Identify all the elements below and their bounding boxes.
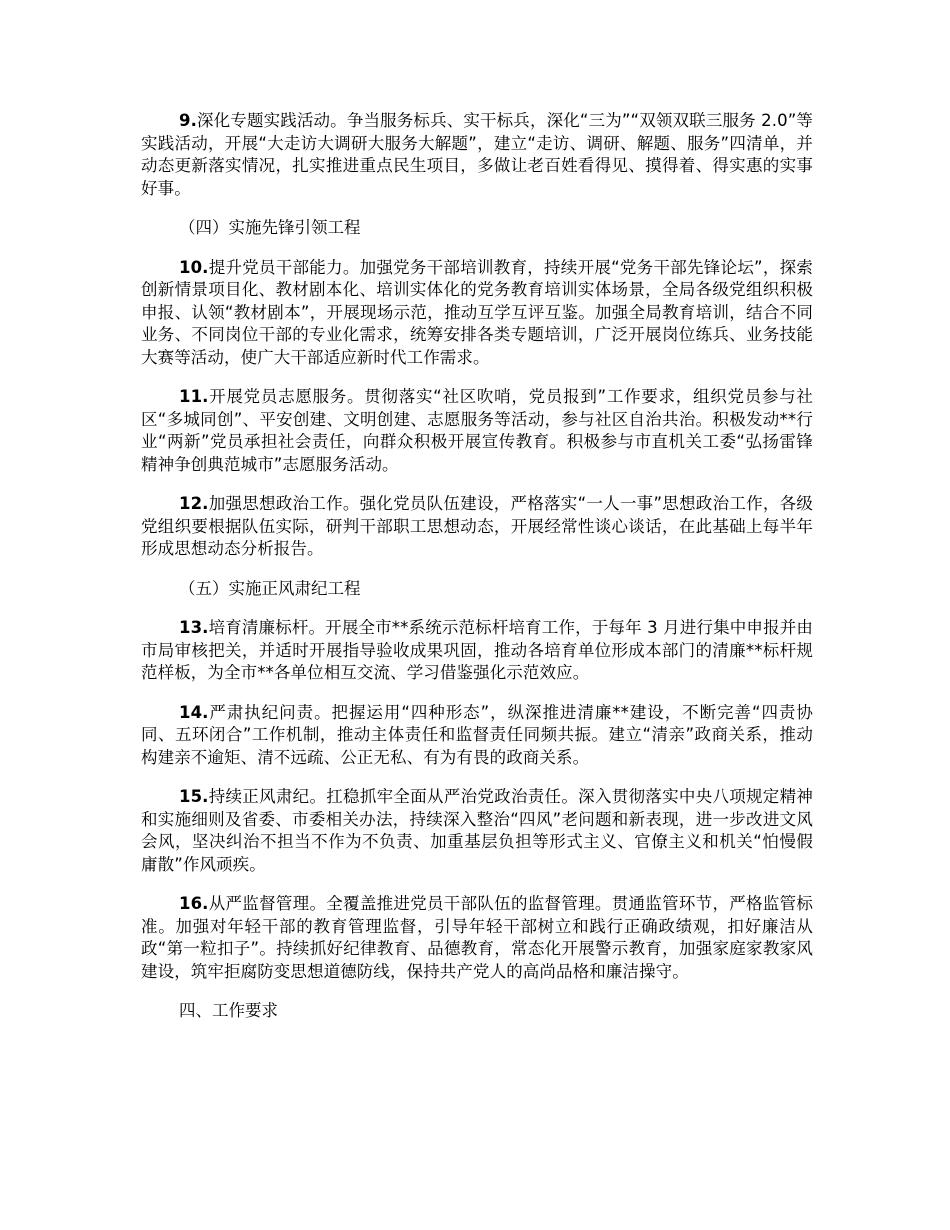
section-heading-requirements: 四、工作要求: [179, 1001, 278, 1020]
item-text: 加强思想政治工作。强化党员队伍建设，严格落实“一人一事”思想政治工作，各级党组织要根据队伍实际，研判干部职工思想动态，开展经常性谈心谈话，在此基础上每半年形成思想动态分析报告。: [141, 494, 813, 558]
item-text: 从严监督管理。全覆盖推进党员干部队伍的监督管理。贯通监管环节，严格监管标准。加强对年轻干部的教育管理监督，引导年轻干部树立和践行正确政绩观，扣好廉洁从政“第一粒扣子”。持续抓好纪律教育、品德教育，常态化开展警示教育，加强家庭家教家风建设，筑牢拒腐防变思想道德防线，保持共产党人的高尚品格和廉洁操守。: [141, 894, 813, 981]
item-text: 提升党员干部能力。加强党务干部培训教育，持续开展“党务干部先锋论坛”，探索创新情景项目化、教材剧本化、培训实体化的党务教育培训实体场景，全局各级党组织积极申报、认领“教材剧本”，开展现场示范，推动互学互评互鉴。加强全局教育培训，结合不同业务、不同岗位干部的专业化需求，统筹安排各类专题培训，广泛开展岗位练兵、业务技能大赛等活动，使广大干部适应新时代工作需求。: [141, 257, 813, 367]
item-text: 持续正风肃纪。扛稳抓牢全面从严治党政治责任。深入贯彻落实中央八项规定精神和实施细则及省委、市委相关办法，持续深入整治“四风”老问题和新表现，进一步改进文风会风，坚决纠治不担当不作为不负责、加重基层负担等形式主义、官僚主义和机关“怕慢假庸散”作风顽疾。: [141, 787, 813, 874]
item-number: 12.: [179, 494, 209, 513]
item-text: 严肃执纪问责。把握运用“四种形态”，纵深推进清廉**建设，不断完善“四责协同、五环闭合”工作机制，推动主体责任和监督责任同频共振。建立“清亲”政商关系，推动构建亲不逾矩、清不远疏、公正无私、有为有畏的政商关系。: [141, 702, 813, 767]
item-number: 10.: [179, 257, 209, 277]
item-16: [141, 893, 813, 983]
item-number: 9.: [179, 111, 197, 130]
item-number: 14.: [179, 702, 209, 722]
item-text: 培育清廉标杆。开展全市**系统示范标杆培育工作，于每年 3 月进行集中申报并由市局审核把关，并适时开展指导验收成果巩固，推动各培育单位形成本部门的清廉**标杆规范样板，为全市**各单位相互交流、学习借鉴强化示范效应。: [141, 618, 813, 682]
item-11: [141, 386, 813, 476]
item-text: 深化专题实践活动。争当服务标兵、实干标兵，深化“三为”“双领双联三服务 2.0”等实践活动，开展“大走访大调研大服务大解题”，建立“走访、调研、解题、服务”四清单，并动态更新落实情况，扎实推进重点民生项目，多做让老百姓看得见、摸得着、得实惠的实事好事。: [141, 111, 813, 198]
item-number: 15.: [179, 787, 209, 806]
item-13: [141, 617, 813, 685]
section-heading-4: （四）实施先锋引领工程: [179, 218, 361, 237]
item-12: [141, 493, 813, 561]
item-15: [141, 786, 813, 876]
item-text: 开展党员志愿服务。贯彻落实“社区吹哨，党员报到”工作要求，组织党员参与社区“多城同创”、平安创建、文明创建、志愿服务等活动，参与社区自治共治。积极发动**行业“两新”党员承担社会责任，向群众积极开展宣传教育。积极参与市直机关工委“弘扬雷锋精神争创典范城市”志愿服务活动。: [141, 387, 813, 474]
item-number: 11.: [179, 387, 209, 406]
item-number: 13.: [179, 618, 209, 637]
item-9: [141, 110, 813, 200]
item-10: [141, 257, 813, 370]
item-14: [141, 702, 813, 770]
document-page: [141, 110, 813, 1040]
item-number: 16.: [179, 894, 209, 913]
section-heading-5: （五）实施正风肃纪工程: [179, 578, 361, 598]
